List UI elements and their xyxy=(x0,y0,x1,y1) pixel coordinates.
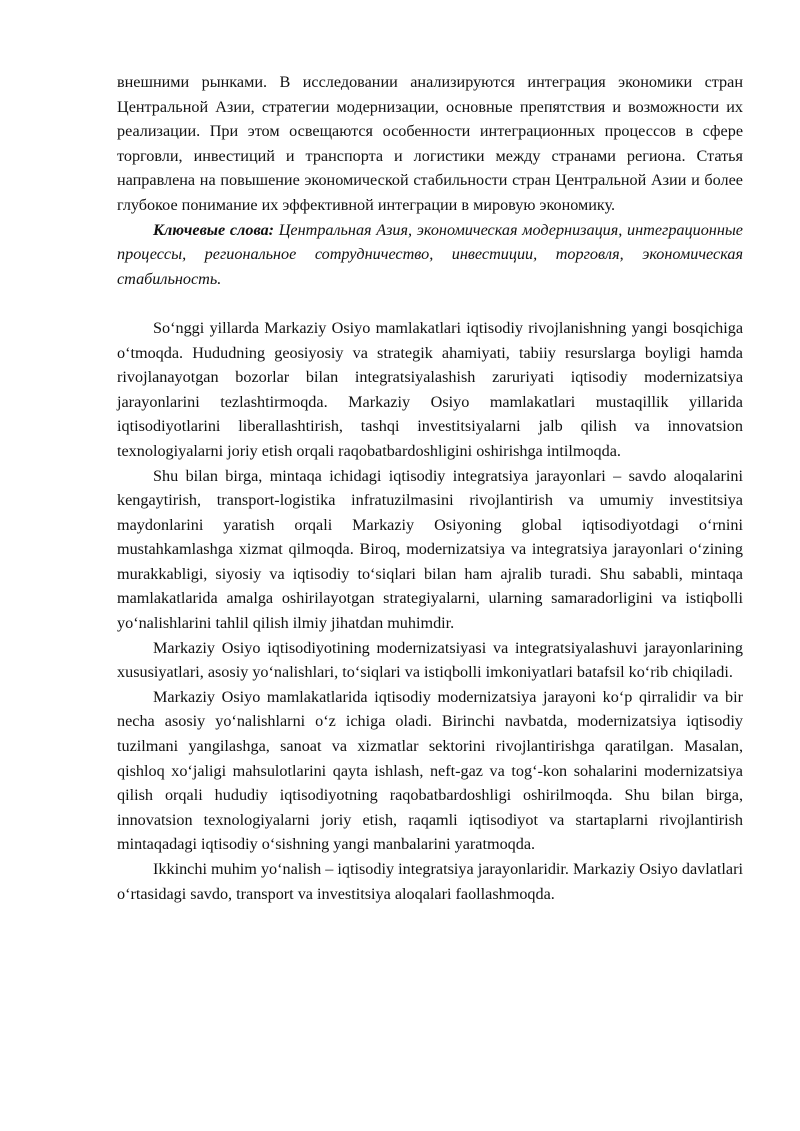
keywords-text: Центральная Азия, экономическая модернизация, интеграционные процессы, региональное сотрудничество, инвестиции, торговля, экономическая стабильность. xyxy=(117,220,743,288)
body-paragraph-2: Shu bilan birga, mintaqa ichidagi iqtisodiy integratsiya jarayonlari – savdo aloqalarini kengaytirish, transport-logistika infratuzilmasini rivojlantirish va umumiy investitsiya maydonlarini yaratish orqali Markaziy Osiyoning global iqtisodiyotdagi o‘rnini mustahkamlashga xizmat qilmoqda. Biroq, modernizatsiya va integratsiya jarayonlari o‘zining murakkabligi, siyosiy va iqtisodiy to‘siqlari bilan ham ajralib turadi. Shu sababli, mintaqa mamlakatlarida amalga oshirilayotgan strategiyalarni, ularning samaradorligini va istiqbolli yo‘nalishlarini tahlil qilish ilmiy jihatdan muhimdir. xyxy=(117,466,743,633)
keywords-paragraph xyxy=(117,218,743,292)
body-paragraph-3: Markaziy Osiyo iqtisodiyotining modernizatsiyasi va integratsiyalashuvi jarayonlarining xususiyatlari, asosiy yo‘nalishlari, to‘siqlari va istiqbolli imkoniyatlari batafsil ko‘rib chiqiladi. xyxy=(117,638,743,682)
keywords-label: Ключевые слова: xyxy=(153,220,275,239)
abstract-paragraph: внешними рынками. В исследовании анализируются интеграция экономики стран Центральной Азии, стратегии модернизации, основные препятствия и возможности их реализации. При этом освещаются особенности интеграционных процессов в сфере торговли, инвестиций и транспорта и логистики между странами региона. Статья направлена на повышение экономической стабильности стран Центральной Азии и более глубокое понимание их эффективной интеграции в мировую экономику. xyxy=(117,73,743,214)
document-page xyxy=(117,70,743,906)
body-paragraph-4: Markaziy Osiyo mamlakatlarida iqtisodiy modernizatsiya jarayoni ko‘p qirralidir va bir necha asosiy yo‘nalishlarni o‘z ichiga oladi. Birinchi navbatda, modernizatsiya iqtisodiy tuzilmani yangilashga, sanoat va xizmatlar sektorini rivojlantirishga qaratilgan. Masalan, qishloq xo‘jaligi mahsulotlarini qayta ishlash, neft-gaz va tog‘-kon sohalarini modernizatsiya qilish orqali hududiy iqtisodiyotning raqobatbardoshligi oshirilmoqda. Shu bilan birga, innovatsion texnologiyalarni joriy etish, raqamli iqtisodiyot va startaplarni rivojlantirish mintaqadagi iqtisodiy o‘sishning yangi manbalarini yaratmoqda. xyxy=(117,687,743,854)
body-paragraph-1: So‘nggi yillarda Markaziy Osiyo mamlakatlari iqtisodiy rivojlanishning yangi bosqichiga o‘tmoqda. Hududning geosiyosiy va strategik ahamiyati, tabiiy resurslarga boyligi hamda rivojlanayotgan bozorlar bilan integratsiyalashish zaruriyati iqtisodiy modernizatsiya jarayonlarini tezlashtirmoqda. Markaziy Osiyo mamlakatlari mustaqillik yillarida iqtisodiyotlarini liberallashtirish, tashqi investitsiyalarni jalb qilish va innovatsion texnologiyalarni joriy etish orqali raqobatbardoshligini oshirishga intilmoqda. xyxy=(117,318,743,460)
body-paragraph-5: Ikkinchi muhim yo‘nalish – iqtisodiy integratsiya jarayonlaridir. Markaziy Osiyo davlatlari o‘rtasidagi savdo, transport va investitsiya aloqalari faollashmoqda. xyxy=(117,860,743,903)
section-gap xyxy=(117,291,743,316)
